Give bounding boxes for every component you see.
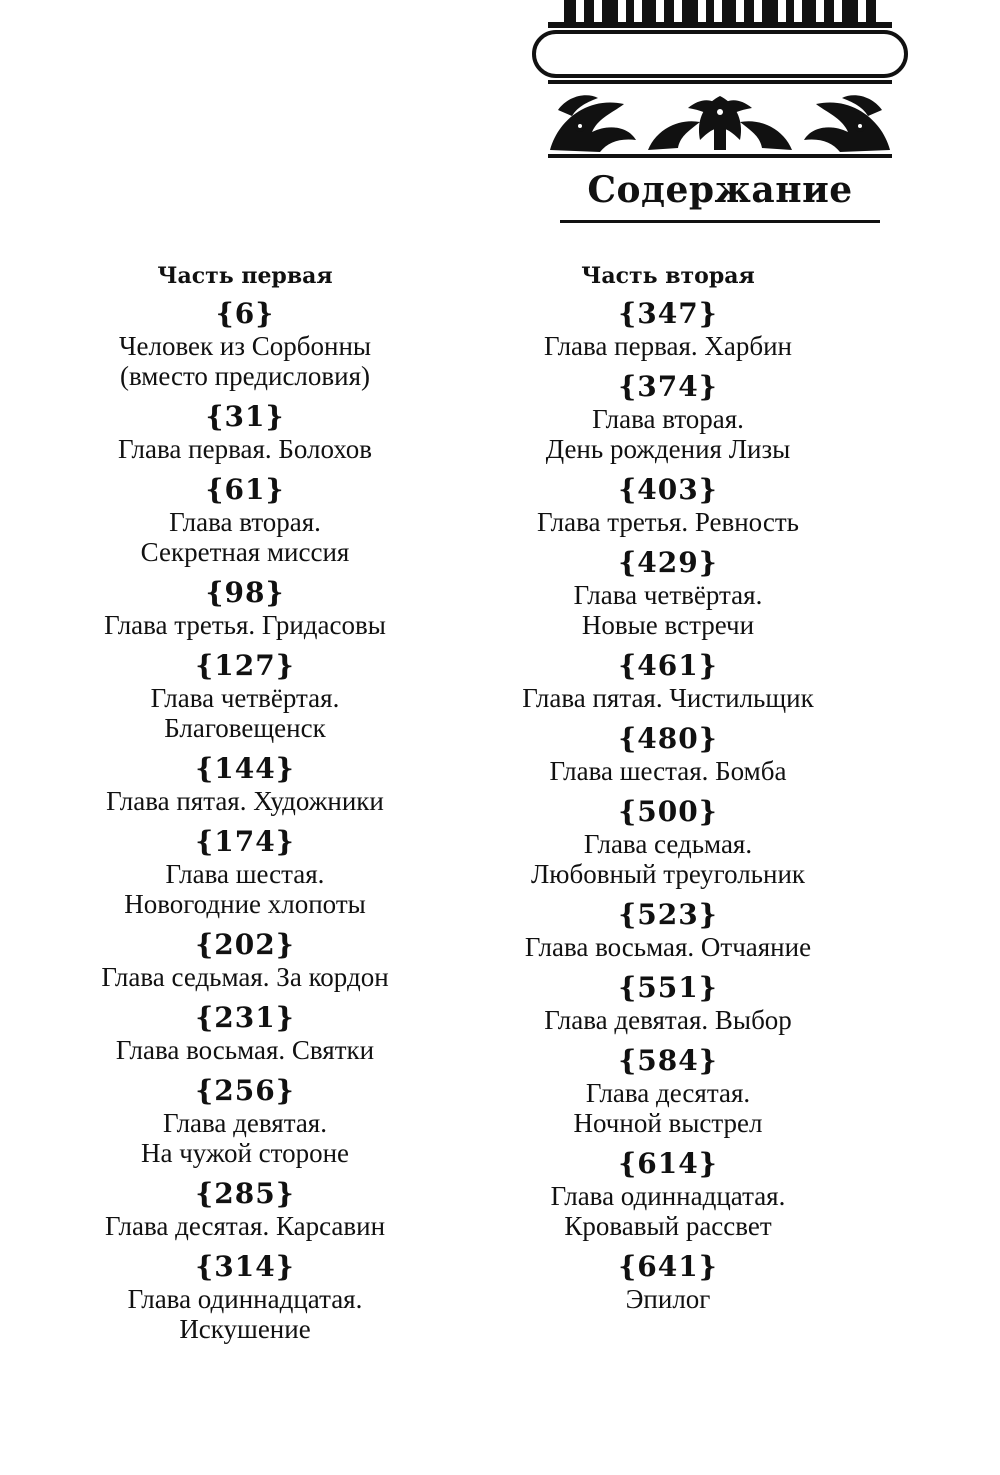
page-number: {31} [205,400,285,433]
toc-entry[interactable] [40,751,450,816]
chapter-title-line: Глава пятая. Чистильщик [522,683,814,713]
chapter-title [40,683,450,743]
chapter-title-line: Кровавый рассвет [564,1211,772,1241]
page-number: {231} [195,1001,295,1034]
chapter-title-line: Благовещенск [164,713,326,743]
chapter-title-line: Глава десятая. [585,1078,751,1108]
chapter-title-line: На чужой стороне [141,1138,349,1168]
chapter-title-line: (вместо предисловия) [119,361,371,391]
page-number: {127} [195,649,295,682]
toc-entry[interactable] [40,824,450,919]
toc-entry[interactable] [466,1146,870,1241]
toc-entry[interactable] [466,970,870,1035]
page-number: {480} [618,722,718,755]
chapter-title-line: Глава четвёртая. [150,683,340,713]
chapter-title-line: Глава девятая. [163,1108,327,1138]
toc-entry[interactable] [40,927,450,992]
page-number: {61} [205,473,285,506]
page-number: {403} [618,473,718,506]
toc-entry[interactable] [40,472,450,567]
part-one-column [40,256,450,1352]
chapter-title-line: Глава четвёртая. [573,580,763,610]
toc-entry[interactable] [40,575,450,640]
chapter-title [40,610,450,640]
chapter-title-line: Глава восьмая. Святки [115,1035,375,1065]
chapter-title [40,1211,450,1241]
chapter-title-line: Глава пятая. Художники [106,786,384,816]
chapter-title-line: Новые встречи [581,610,755,640]
chapter-title-line: Глава одиннадцатая. [127,1284,363,1314]
page-number: {523} [618,898,718,931]
chapter-title-line: День рождения Лизы [545,434,791,464]
chapter-title-line: Искушение [179,1314,311,1344]
decorative-header-ornament [528,0,912,160]
chapter-title [466,507,870,537]
page-number: {374} [618,370,718,403]
chapter-title-line: Глава третья. Ревность [537,507,799,537]
toc-entry[interactable] [40,1249,450,1344]
chapter-title-line: Глава седьмая. [583,829,753,859]
toc-entry[interactable] [466,794,870,889]
chapter-title-line: Новогодние хлопоты [124,889,366,919]
toc-entry[interactable] [40,1073,450,1168]
chapter-title-line: Глава первая. Харбин [543,331,792,361]
page-number: {551} [618,971,718,1004]
chapter-title-line: Секретная миссия [140,537,350,567]
toc-heading [560,166,880,223]
chapter-title [466,580,870,640]
chapter-title [466,1284,870,1314]
page-title: Содержание [587,169,853,211]
chapter-title [40,331,450,391]
chapter-title [466,932,870,962]
chapter-title [40,507,450,567]
chapter-title [40,962,450,992]
chapter-title-line: Глава девятая. Выбор [544,1005,792,1035]
toc-entry[interactable] [466,721,870,786]
chapter-title [466,404,870,464]
chapter-title-line: Любовный треугольник [530,859,806,889]
toc-entry[interactable] [40,648,450,743]
chapter-title [40,859,450,919]
toc-entry[interactable] [466,897,870,962]
page-number: {641} [618,1250,718,1283]
page-number: {256} [195,1074,295,1107]
part-one-entries [40,296,450,1344]
chapter-title [466,756,870,786]
chapter-title-line: Глава вторая. [592,404,744,434]
toc-entry[interactable] [466,472,870,537]
ornament-graphic [528,0,912,160]
chapter-title [466,1005,870,1035]
part-two-entries [466,296,870,1314]
chapter-title-line: Эпилог [625,1284,711,1314]
page-number: {6} [215,297,275,330]
chapter-title-line: Глава восьмая. Отчаяние [524,932,812,962]
title-underline [560,220,880,223]
toc-entry[interactable] [466,1043,870,1138]
chapter-title [40,1284,450,1344]
part-one-title: Часть первая [157,263,333,289]
page-number: {144} [195,752,295,785]
chapter-title-line: Глава одиннадцатая. [550,1181,786,1211]
page-number: {461} [618,649,718,682]
chapter-title-line: Ночной выстрел [573,1108,763,1138]
toc-entry[interactable] [40,296,450,391]
page-number: {500} [618,795,718,828]
toc-entry[interactable] [466,369,870,464]
toc-entry[interactable] [466,545,870,640]
chapter-title-line: Глава третья. Гридасовы [104,610,386,640]
page-number: {429} [618,546,718,579]
page-number: {314} [195,1250,295,1283]
chapter-title-line: Глава шестая. [165,859,325,889]
chapter-title [466,829,870,889]
part-two-title: Часть вторая [581,263,755,289]
page-number: {347} [618,297,718,330]
chapter-title [40,434,450,464]
page-number: {202} [195,928,295,961]
toc-entry[interactable] [40,1176,450,1241]
chapter-title-line: Человек из Сорбонны [118,331,372,361]
chapter-title [466,1181,870,1241]
page-number: {285} [195,1177,295,1210]
page-number: {98} [205,576,285,609]
chapter-title [466,683,870,713]
chapter-title-line: Глава вторая. [169,507,321,537]
toc-entry[interactable] [40,1000,450,1065]
toc-entry[interactable] [40,399,450,464]
chapter-title [40,1108,450,1168]
chapter-title [40,786,450,816]
toc-entry[interactable] [466,1249,870,1314]
page-number: {584} [618,1044,718,1077]
chapter-title [466,331,870,361]
chapter-title [466,1078,870,1138]
chapter-title-line: Глава шестая. Бомба [549,756,787,786]
page-number: {614} [618,1147,718,1180]
toc-entry[interactable] [466,648,870,713]
page-number: {174} [195,825,295,858]
toc-entry[interactable] [466,296,870,361]
part-two-column [466,256,870,1322]
chapter-title-line: Глава седьмая. За кордон [101,962,389,992]
chapter-title [40,1035,450,1065]
chapter-title-line: Глава первая. Болохов [117,434,373,464]
chapter-title-line: Глава десятая. Карсавин [104,1211,386,1241]
